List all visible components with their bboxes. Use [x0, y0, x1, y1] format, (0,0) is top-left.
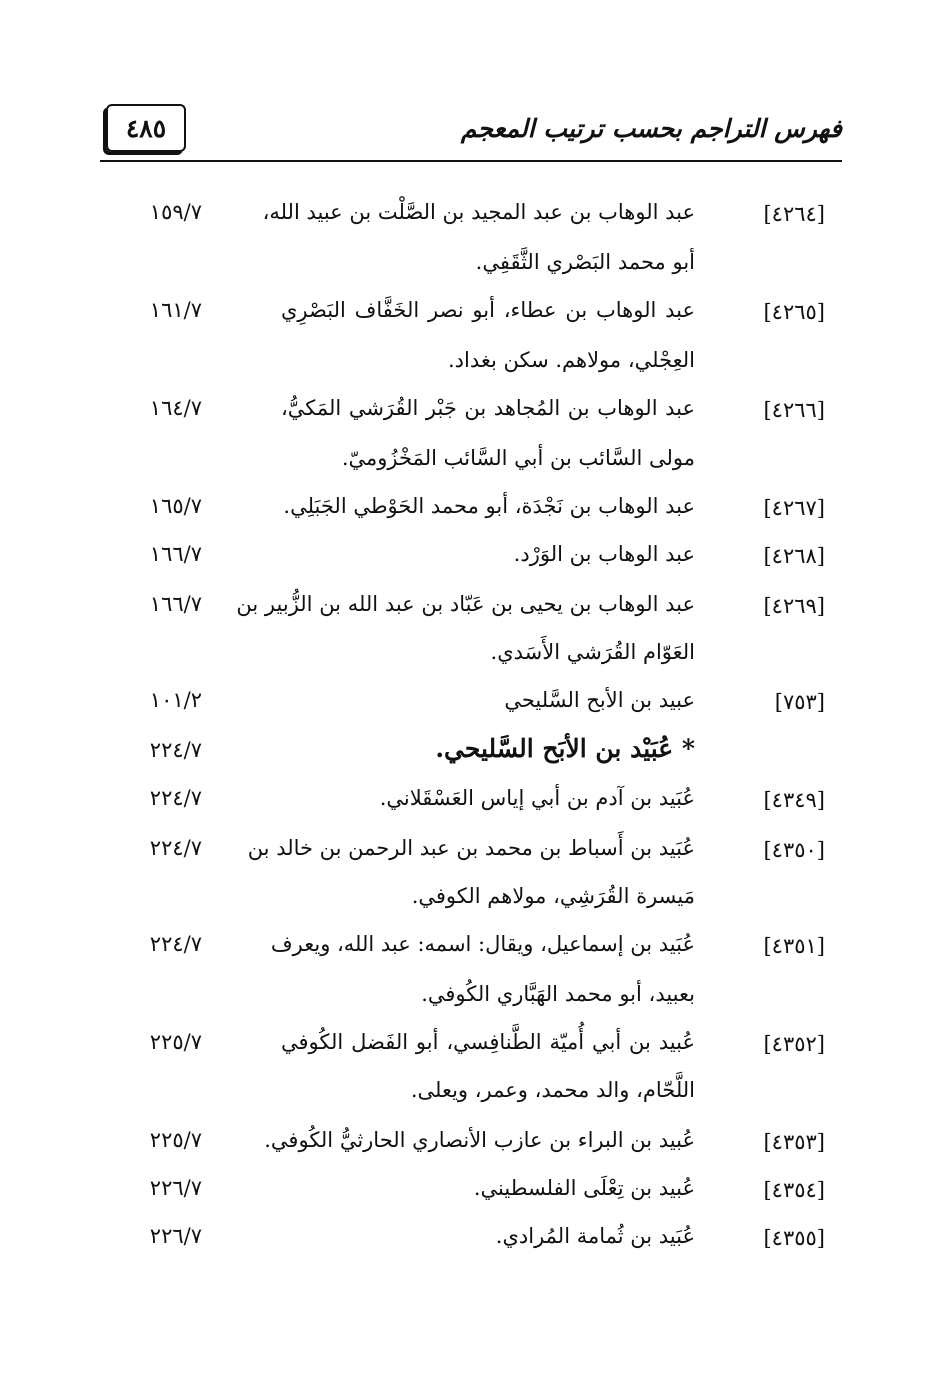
entry-reference: ١٦٦/٧: [149, 542, 202, 566]
entry-name: عُبَيد بن إسماعيل، ويقال: اسمه: عبد الله، ويعرف: [270, 932, 695, 956]
entry-reference: ٢٢٥/٧: [149, 1128, 202, 1152]
entry-number: [٤٣٥٤]: [763, 1178, 825, 1202]
entry-line: [0, 734, 949, 774]
entry-name: عبد الوهاب بن يحيى بن عَبّاد بن عبد الله بن الزُّبير بن: [236, 592, 695, 616]
entry-number: [٤٢٦٥]: [763, 300, 825, 324]
page-header: [100, 96, 842, 162]
entry-name: العِجْلي، مولاهم. سكن بغداد.: [447, 348, 695, 372]
entry-name: عُبَيد بن آدم بن أبي إياس العَسْقَلاني.: [379, 786, 695, 810]
entry-name: مَيسرة القُرَشِي، مولاهم الكوفي.: [411, 884, 695, 908]
entry-line: [0, 538, 949, 578]
entry-reference: ٢٢٦/٧: [149, 1176, 202, 1200]
entry-number: [٤٣٥٥]: [763, 1226, 825, 1250]
entry-name: عُبيد بن أبي أُميّة الطَّنافِسي، أبو الفَضل الكُوفي: [281, 1030, 695, 1054]
entry-name: مولى السَّائب بن أبي السَّائب المَخْزُوميّ.: [341, 446, 695, 470]
entry-reference: ١٠١/٢: [149, 688, 202, 712]
entry-line: [0, 782, 949, 822]
entry-line: [0, 1124, 949, 1164]
entry-line: [0, 392, 949, 432]
entry-reference: ١٦٥/٧: [149, 494, 202, 518]
entry-line: [0, 442, 949, 482]
entry-name: عُبَيد بن أَسباط بن محمد بن عبد الرحمن بن خالد بن: [247, 836, 695, 860]
entry-line: [0, 880, 949, 920]
entry-line: [0, 928, 949, 968]
entry-number: [٤٣٥١]: [763, 934, 825, 958]
entry-name: عبد الوهاب بن عبد المجيد بن الصَّلْت بن عبيد الله،: [262, 200, 695, 224]
entry-reference: ٢٢٤/٧: [149, 786, 202, 810]
entry-line: [0, 344, 949, 384]
entry-line: [0, 1026, 949, 1066]
entry-number: [٤٢٦٤]: [763, 202, 825, 226]
entry-number: [٤٣٥٢]: [763, 1032, 825, 1056]
entry-number: [٤٢٦٨]: [763, 544, 825, 568]
entry-name: اللَّحّام، والد محمد، وعمر، ويعلى.: [410, 1078, 695, 1102]
entry-name: عُبيد بن تِعْلَى الفلسطيني.: [473, 1176, 695, 1200]
entry-name: العَوّام القُرَشي الأَسَدي.: [490, 640, 695, 664]
entry-reference: ١٦٤/٧: [149, 396, 202, 420]
entry-line: [0, 1074, 949, 1114]
entry-reference: ١٦٦/٧: [149, 592, 202, 616]
running-title: فهرس التراجم بحسب ترتيب المعجم: [460, 114, 842, 143]
entry-reference: ٢٢٤/٧: [149, 932, 202, 956]
entry-name: * عُبَيْد بن الأبَح السَّليحي.: [435, 734, 695, 763]
entry-line: [0, 832, 949, 872]
entry-name: عُبَيد بن ثُمامة المُرادي.: [495, 1224, 695, 1248]
entry-reference: ٢٢٤/٧: [149, 738, 202, 762]
entry-reference: ٢٢٥/٧: [149, 1030, 202, 1054]
entry-number: [٤٣٥٠]: [763, 838, 825, 862]
entry-line: [0, 636, 949, 676]
entry-line: [0, 246, 949, 286]
entry-number: [٤٢٦٦]: [763, 398, 825, 422]
entry-line: [0, 196, 949, 236]
entry-name: عُبيد بن البراء بن عازب الأنصاري الحارثيُّ الكُوفي.: [264, 1128, 695, 1152]
entry-number: [٤٣٤٩]: [763, 788, 825, 812]
page-number: ٤٨٥: [106, 104, 186, 152]
entry-number: [٧٥٣]: [774, 690, 825, 714]
entry-name: عبد الوهاب بن المُجاهد بن جَبْر القُرَشي المَكيُّ،: [281, 396, 695, 420]
entry-line: [0, 978, 949, 1018]
entry-reference: ٢٢٦/٧: [149, 1224, 202, 1248]
entry-line: [0, 1172, 949, 1212]
entry-name: عبد الوهاب بن عطاء، أبو نصر الخَفَّاف البَصْرِي: [281, 298, 695, 322]
entry-line: [0, 294, 949, 334]
entry-name: عبد الوهاب بن نَجْدَة، أبو محمد الحَوْطي الجَبَلِي.: [283, 494, 695, 518]
entry-reference: ١٥٩/٧: [149, 200, 202, 224]
entry-number: [٤٢٦٩]: [763, 594, 825, 618]
entry-line: [0, 490, 949, 530]
entry-number: [٤٢٦٧]: [763, 496, 825, 520]
entry-line: [0, 588, 949, 628]
entry-name: عبيد بن الأبح السَّليحي: [504, 688, 695, 712]
entry-reference: ١٦١/٧: [149, 298, 202, 322]
entry-name: عبد الوهاب بن الوَرْد.: [513, 542, 695, 566]
entry-reference: ٢٢٤/٧: [149, 836, 202, 860]
entry-line: [0, 1220, 949, 1260]
entry-line: [0, 684, 949, 724]
entry-name: بعبيد، أبو محمد الهَبَّاري الكُوفي.: [421, 982, 695, 1006]
entry-number: [٤٣٥٣]: [763, 1130, 825, 1154]
entry-name: أبو محمد البَصْري الثَّقَفِي.: [475, 250, 695, 274]
